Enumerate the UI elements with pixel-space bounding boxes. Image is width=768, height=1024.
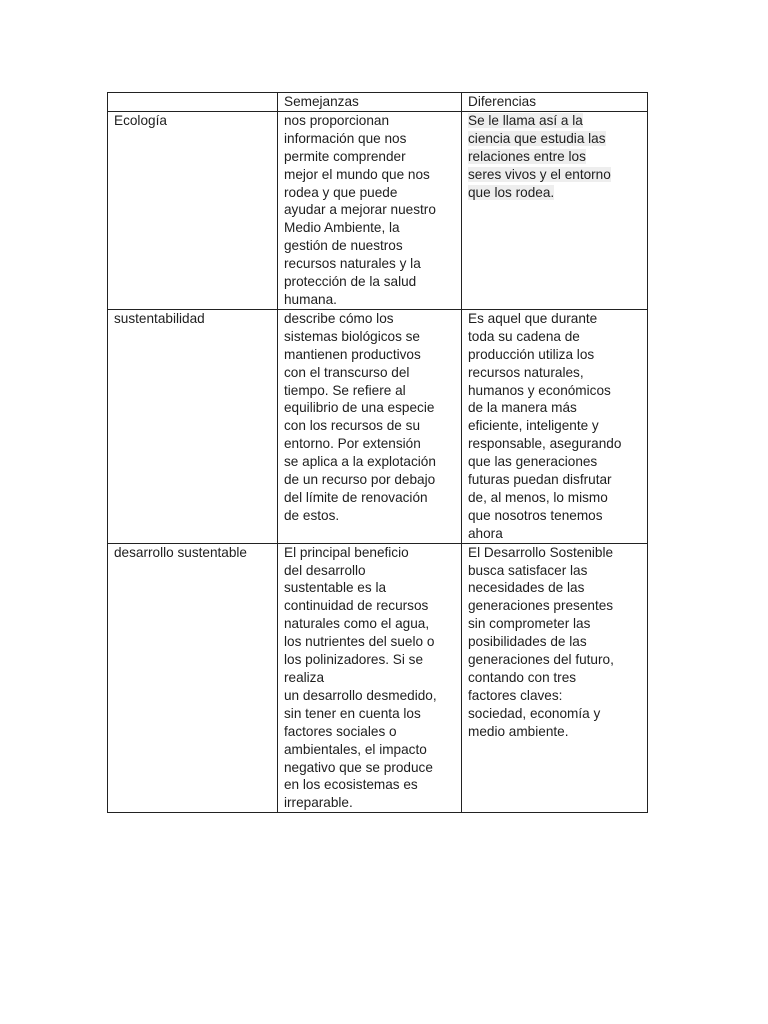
diferencias-cell (462, 543, 648, 813)
concept-label: sustentabilidad (114, 310, 205, 326)
concept-cell (108, 111, 278, 309)
semejanzas-cell (278, 111, 462, 309)
semejanzas-text: nos proporcionan información que nos permite comprender mejor el mundo que nos rodea y que puede ayudar a mejorar nuestro Medio Ambiente, la gestión de nuestros recursos naturales y la protección de la salud humana. (284, 112, 436, 307)
comparison-table (107, 92, 648, 813)
header-cell-empty (108, 93, 278, 112)
concept-cell (108, 543, 278, 813)
semejanzas-text: El principal beneficio del desarrollo sustentable es la continuidad de recursos naturales como el agua, los nutrientes del suelo o los polinizadores. Si se realiza un desarrollo desmedido, sin tener en cuenta los factores sociales o ambientales, el impacto negativo que se produce en los ecosistemas es irreparable. (284, 544, 437, 811)
diferencias-cell (462, 309, 648, 543)
header-cell-semejanzas: Semejanzas (278, 93, 462, 112)
table-row-ecologia (108, 111, 648, 309)
table-header-row (108, 93, 648, 112)
header-cell-diferencias: Diferencias (462, 93, 648, 112)
table-row-desarrollo-sustentable (108, 543, 648, 813)
diferencias-cell (462, 111, 648, 309)
diferencias-text-highlighted: Se le llama así a la ciencia que estudia las relaciones entre los seres vivos y el entorno que los rodea. (468, 112, 611, 200)
semejanzas-cell (278, 309, 462, 543)
semejanzas-text: describe cómo los sistemas biológicos se mantienen productivos con el transcurso del tiempo. Se refiere al equilibrio de una especie con los recursos de su entorno. Por extensión se aplica a la explotación de un recurso por debajo del límite de renovación de estos. (284, 310, 436, 523)
table-row-sustentabilidad (108, 309, 648, 543)
concept-label: desarrollo sustentable (114, 544, 247, 560)
semejanzas-cell (278, 543, 462, 813)
concept-cell (108, 309, 278, 543)
diferencias-text: Es aquel que durante toda su cadena de producción utiliza los recursos naturales, humanos y económicos de la manera más eficiente, inteligente y responsable, asegurando que las generaciones futuras puedan disfrutar de, al menos, lo mismo que nosotros tenemos ahora (468, 310, 622, 541)
diferencias-text: El Desarrollo Sostenible busca satisfacer las necesidades de las generaciones presentes sin comprometer las posibilidades de las generaciones del futuro, contando con tres factores claves: sociedad, economía y medio ambiente. (468, 544, 614, 739)
concept-label: Ecología (114, 112, 167, 128)
